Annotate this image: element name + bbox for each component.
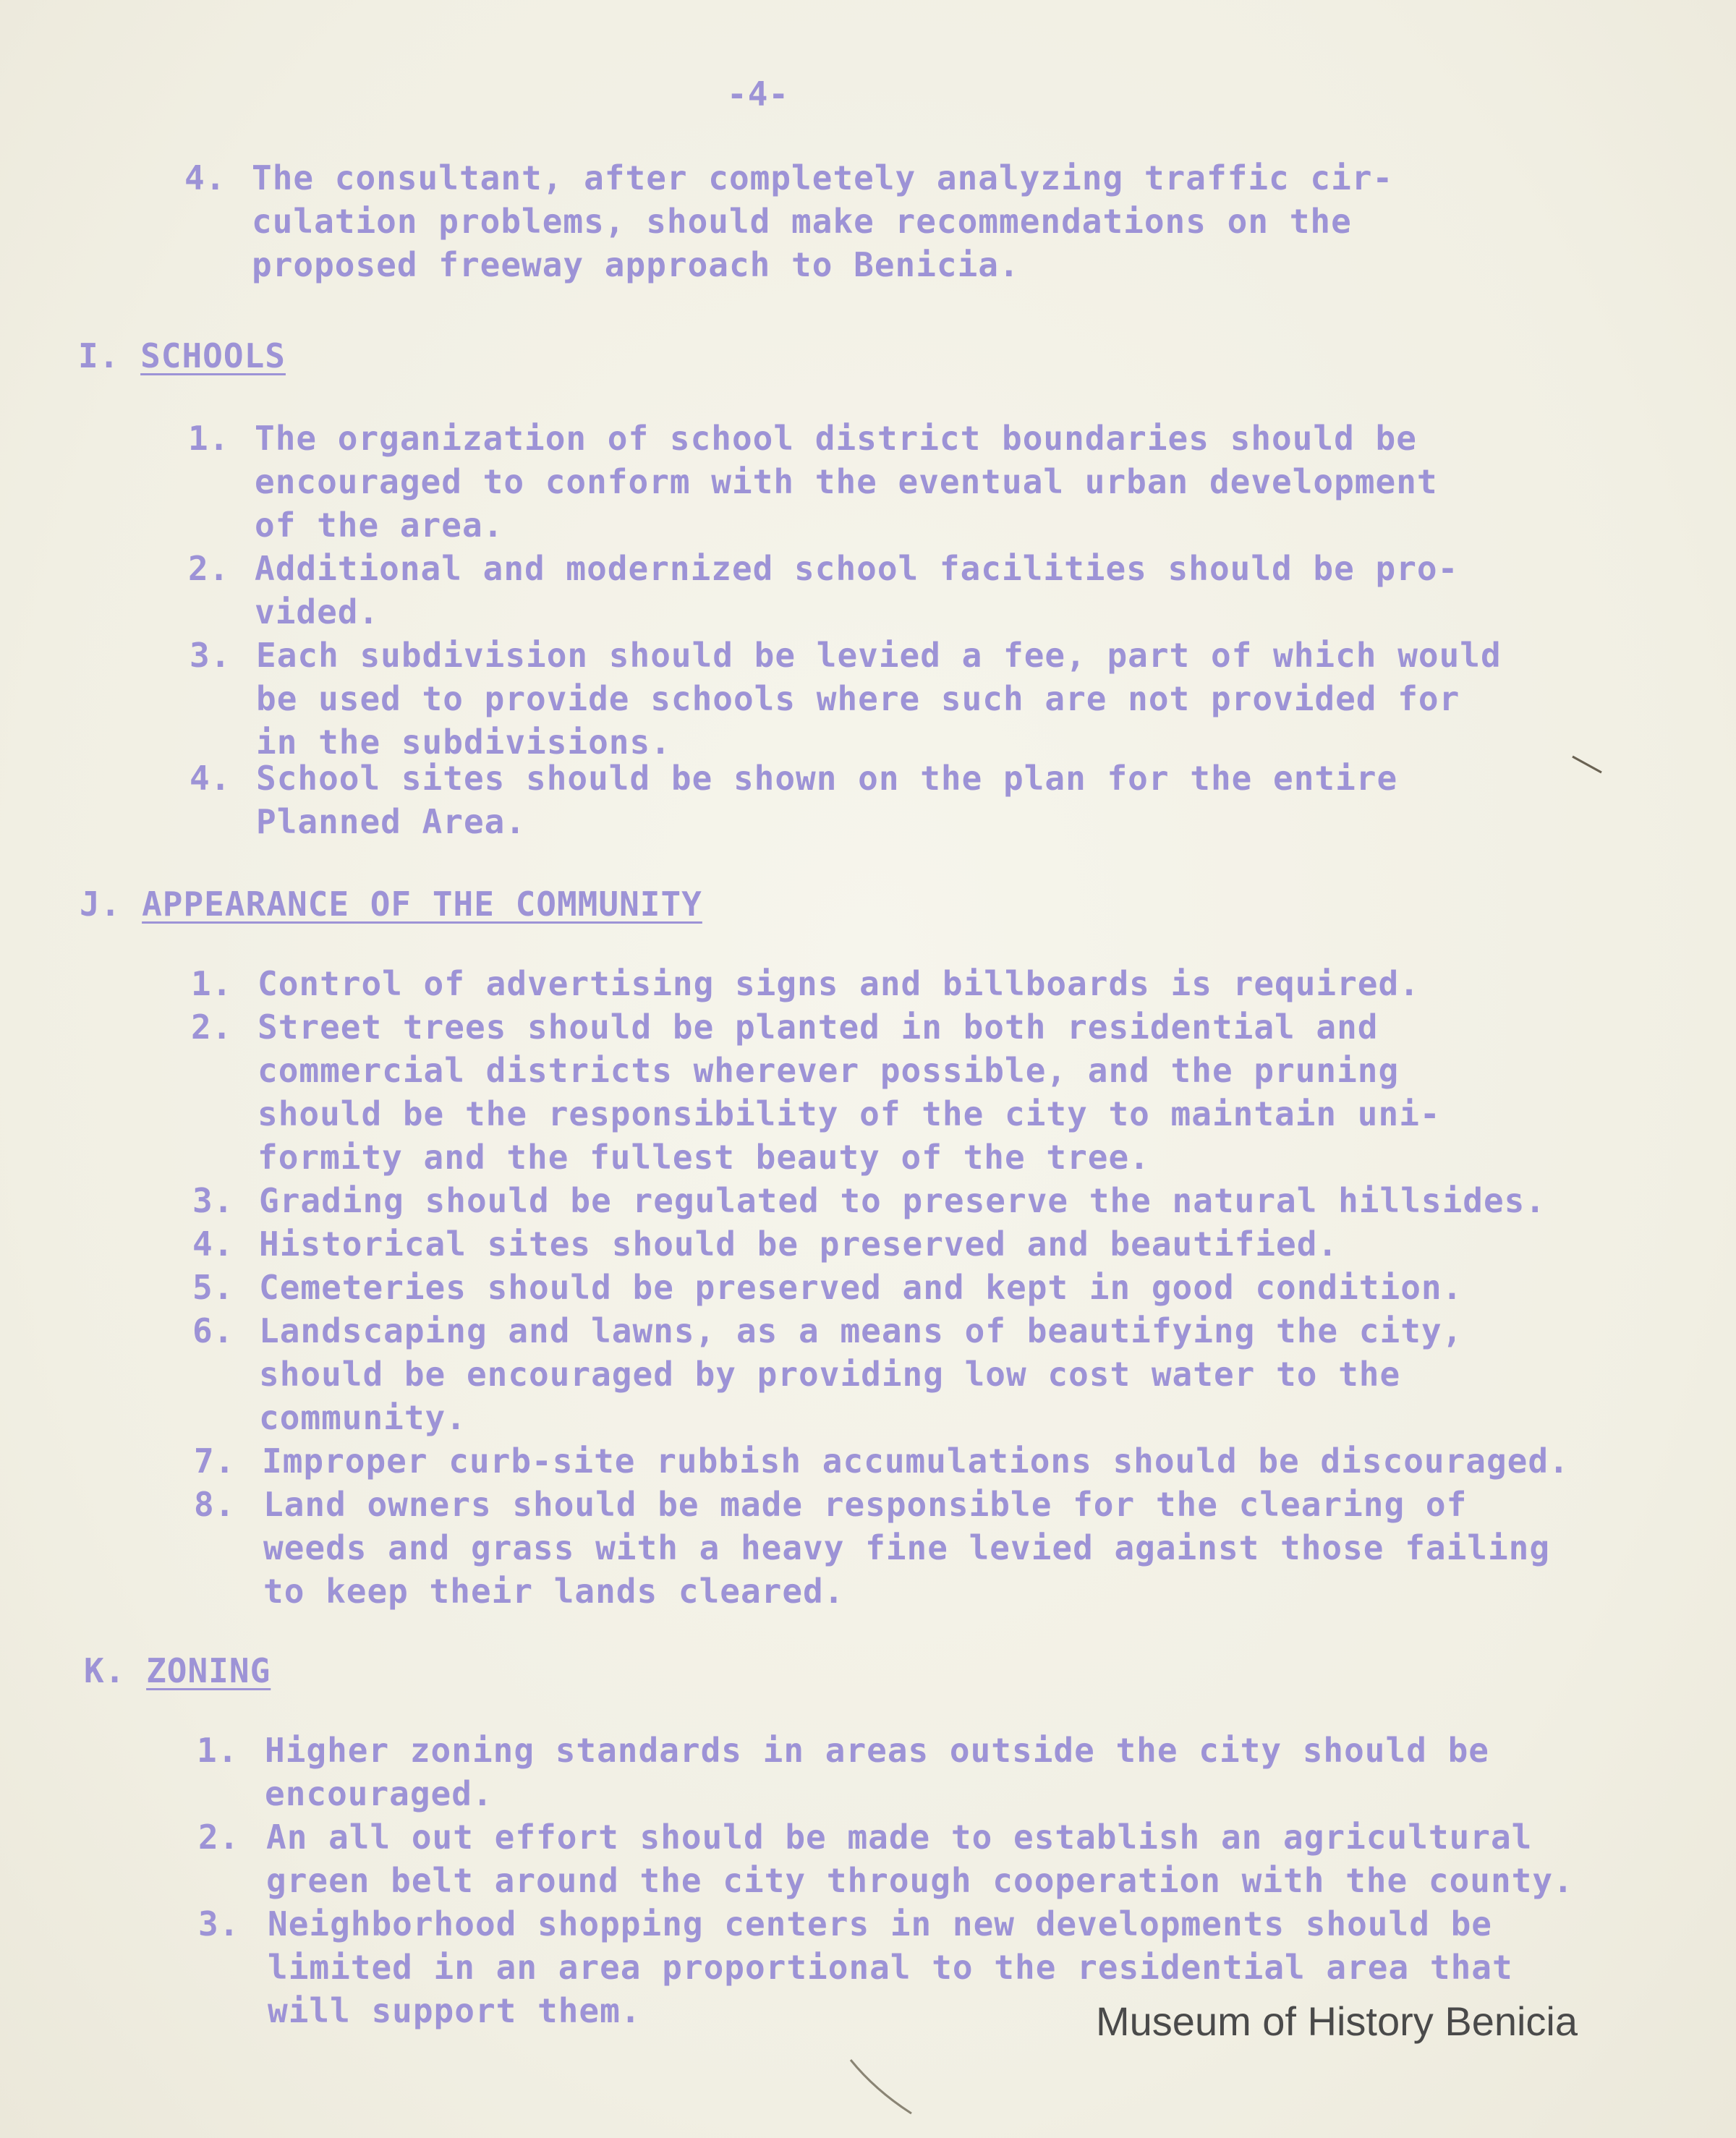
item-line: limited in an area proportional to the residential area that: [268, 1948, 1513, 1987]
item-line: Each subdivision should be levied a fee, part of which would: [256, 636, 1502, 675]
section-title: SCHOOLS: [140, 336, 286, 375]
item-number: 6.: [192, 1311, 234, 1350]
item-number: 2.: [188, 549, 230, 588]
item-line: Street trees should be planted in both residential and: [258, 1008, 1379, 1047]
item-line: The organization of school district boundaries should be: [255, 419, 1417, 458]
page-number: -4-: [727, 74, 790, 114]
section-title: APPEARANCE OF THE COMMUNITY: [142, 885, 702, 924]
item-line: Grading should be regulated to preserve the natural hillsides.: [259, 1181, 1546, 1220]
item-line: Additional and modernized school facilities should be pro-: [255, 549, 1459, 588]
section-heading-schools: [78, 334, 286, 378]
item-line: in the subdivisions.: [256, 723, 671, 762]
item-line: Landscaping and lawns, as a means of beautifying the city,: [259, 1311, 1463, 1350]
pencil-mark: [1570, 752, 1613, 781]
item-line: Planned Area.: [256, 802, 527, 841]
item-line: An all out effort should be made to establish an agricultural: [266, 1818, 1533, 1857]
item-line: culation problems, should make recommendations on the: [252, 202, 1352, 241]
item-line: Historical sites should be preserved and beautified.: [259, 1225, 1339, 1264]
item-line: should be encouraged by providing low cost water to the: [259, 1355, 1401, 1394]
section-title: ZONING: [146, 1651, 271, 1690]
item-line: of the area.: [255, 506, 504, 545]
section-letter: J.: [80, 885, 122, 924]
item-line: weeds and grass with a heavy fine levied against those failing: [263, 1528, 1551, 1567]
item-line: encouraged.: [265, 1774, 493, 1813]
section-heading-zoning: [84, 1649, 271, 1692]
item-line: commercial districts wherever possible, and the pruning: [258, 1051, 1400, 1090]
item-line: to keep their lands cleared.: [263, 1572, 845, 1611]
item-line: Higher zoning standards in areas outside the city should be: [265, 1731, 1489, 1770]
item-line: Control of advertising signs and billboards is required.: [258, 964, 1420, 1003]
section-heading-appearance: [80, 882, 702, 926]
item-number: 5.: [192, 1268, 234, 1307]
item-line: vided.: [255, 592, 380, 631]
section-letter: K.: [84, 1651, 126, 1690]
item-number: 3.: [198, 1904, 240, 1943]
pencil-mark: [846, 2054, 933, 2119]
item-number: 1.: [191, 964, 233, 1003]
item-number: 3.: [190, 636, 231, 675]
item-line: Neighborhood shopping centers in new developments should be: [268, 1904, 1492, 1943]
item-number: 4.: [192, 1225, 234, 1264]
item-line: will support them.: [268, 1991, 642, 2030]
item-line: The consultant, after completely analyzing traffic cir-: [252, 158, 1394, 197]
item-line: should be the responsibility of the city to maintain uni-: [258, 1094, 1441, 1133]
item-number: 1.: [197, 1731, 239, 1770]
item-line: encouraged to conform with the eventual urban development: [255, 462, 1438, 501]
item-line: be used to provide schools where such are not provided for: [256, 679, 1460, 718]
museum-watermark: Museum of History Benicia: [1096, 1998, 1578, 2044]
item-line: Land owners should be made responsible for the clearing of: [263, 1485, 1468, 1524]
item-line: School sites should be shown on the plan for the entire: [256, 759, 1398, 798]
item-line: proposed freeway approach to Benicia.: [252, 245, 1020, 284]
item-line: Cemeteries should be preserved and kept in good condition.: [259, 1268, 1463, 1307]
section-letter: I.: [78, 336, 120, 375]
item-number: 7.: [194, 1441, 236, 1481]
item-number: 1.: [188, 419, 230, 458]
item-number: 4.: [184, 158, 226, 197]
item-number: 8.: [194, 1485, 236, 1524]
item-number: 3.: [192, 1181, 234, 1220]
item-number: 4.: [190, 759, 231, 798]
item-line: community.: [259, 1398, 467, 1437]
item-number: 2.: [198, 1818, 240, 1857]
item-line: green belt around the city through cooperation with the county.: [266, 1861, 1574, 1900]
item-number: 2.: [191, 1008, 233, 1047]
item-line: formity and the fullest beauty of the tree.: [258, 1138, 1150, 1177]
item-line: Improper curb-site rubbish accumulations should be discouraged.: [262, 1441, 1570, 1481]
